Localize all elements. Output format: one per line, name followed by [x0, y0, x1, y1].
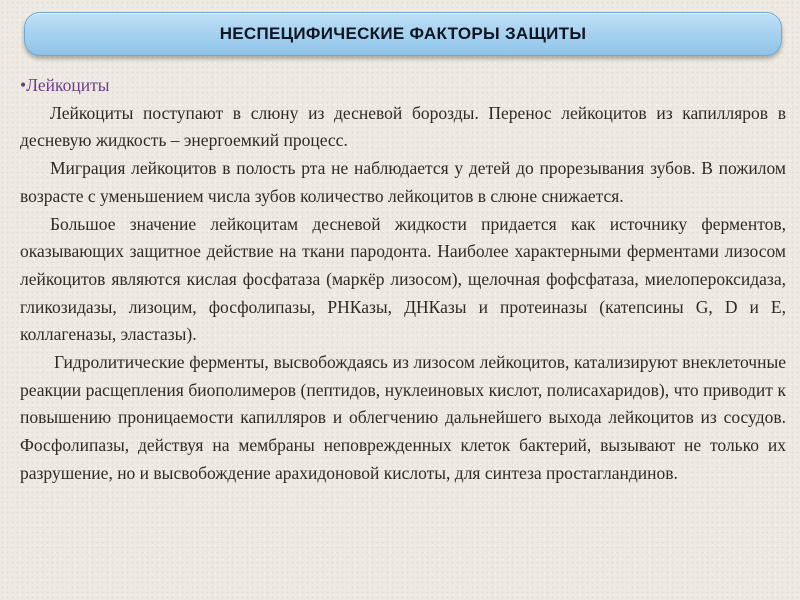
- paragraph-4: Гидролитические ферменты, высвобождаясь из лизосом лейкоцитов, катализируют внеклеточные реакции расщепления биополимеров (пептидов, нуклеиновых кислот, полисахаридов), что приводит к повышению проницаемости капилляров и облегчению дальнейшего выхода лейкоцитов из сосудов. Фосфолипазы, действуя на мембраны неповрежденных клеток бактерий, вызывают не только их разрушение, но и высвобождение арахидоновой кислоты, для синтеза простагландинов.: [20, 352, 786, 483]
- paragraph-3: Большое значение лейкоцитам десневой жидкости придается как источнику ферментов, оказывающих защитное действие на ткани пародонта. Наиболее характерными ферментами лизосом лейкоцитов являются кислая фосфатаза (маркёр лизосом), щелочная фофсфатаза, миелопероксидаза, гликозидазы, лизоцим, фосфолипазы, РНКазы, ДНКазы и протеиназы (катепсины G, D и E, коллагеназы, эластазы).: [20, 213, 786, 345]
- title-banner: [24, 12, 782, 56]
- content-area: [20, 72, 786, 488]
- paragraph-1: Лейкоциты поступают в слюну из десневой борозды. Перенос лейкоцитов из капилляров в десневую жидкость – энергоемкий процесс.: [20, 102, 786, 151]
- paragraph-2: Миграция лейкоцитов в полость рта не наблюдается у детей до прорезывания зубов. В пожилом возрасте с уменьшением числа зубов количество лейкоцитов в слюне снижается.: [20, 158, 786, 206]
- page-title: НЕСПЕЦИФИЧЕСКИЕ ФАКТОРЫ ЗАЩИТЫ: [219, 24, 587, 43]
- section-heading: •Лейкоциты: [20, 75, 110, 95]
